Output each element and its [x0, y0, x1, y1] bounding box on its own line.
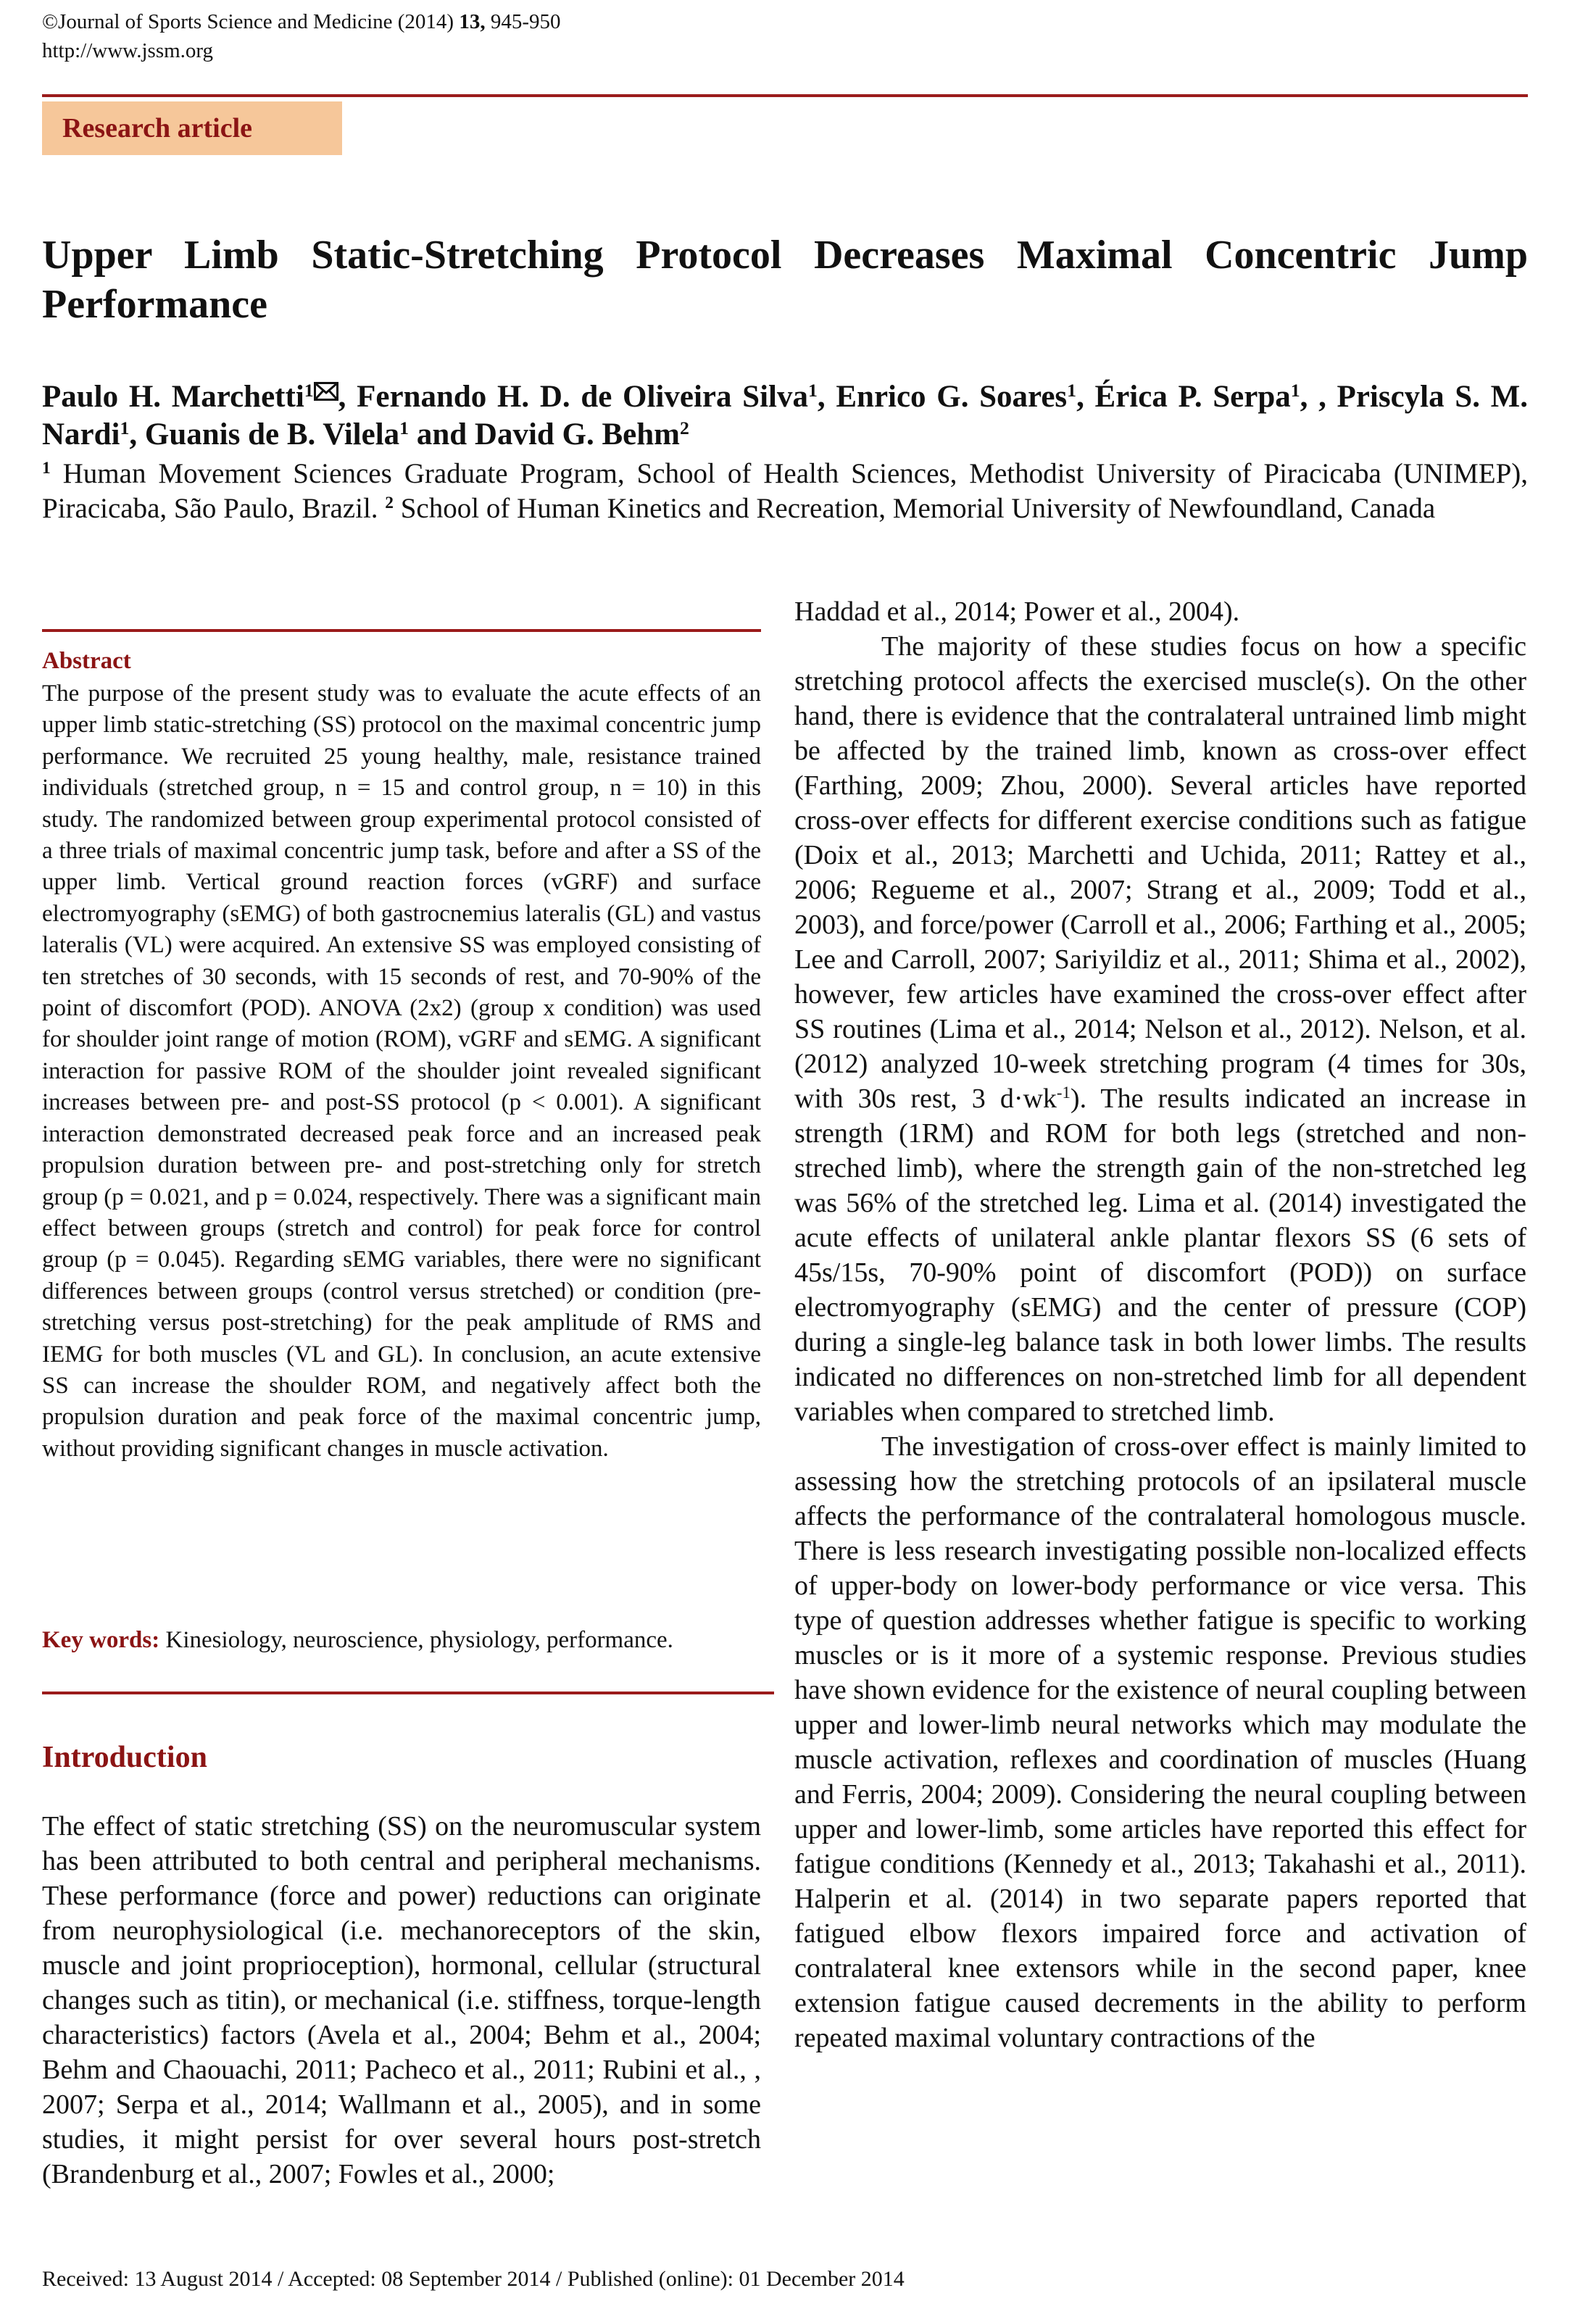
- body-paragraph-continued: Haddad et al., 2014; Power et al., 2004).: [794, 596, 1240, 627]
- introduction-body: [42, 1809, 761, 2192]
- abstract-heading: Abstract: [42, 648, 131, 674]
- body-paragraph-cross-over: The majority of these studies focus on how a specific stretching protocol affects the exercised muscle(s). On the other hand, there is evidence that the contralateral untrained limb might be affected by the trained limb, known as cross-over effect (Farthing, 2009; Zhou, 2000). Several articles have reported cross-over effects for different exercise conditions such as fatigue (Doix et al., 2013; Marchetti and Uchida, 2011; Rattey et al., 2006; Regueme et al., 2007; Strang et al., 2009; Todd et al., 2003), and force/power (Carroll et al., 2006; Farthing et al., 2005; Lee and Carroll, 2007; Sariyildiz et al., 2011; Shima et al., 2002), however, few articles have examined the cross-over effect after SS routines (Lima et al., 2014; Nelson et al., 2012). Nelson, et al. (2012) analyzed 10-week stretching program (4 times for 30s, with 30s rest, 3 $d\cdot wk^{-1}$). The results indicated an increase in strength (1RM) and ROM for both legs (stretched and non-streched limb), where the strength gain of the non-stretched leg was 56% of the stretched leg. Lima et al. (2014) investigated the acute effects of unilateral ankle plantar flexors SS (6 sets of 45s/15s, 70-90% point of discomfort (POD)) on surface electromyography (sEMG) and the center of pressure (COP) during a single-leg balance task in both lower limbs. The results indicated no differences on non-stretched limb for all dependent variables when compared to stretched limb.: [794, 631, 1526, 1427]
- journal-pages: 945-950: [490, 10, 561, 33]
- introduction-paragraph-1: The effect of static stretching (SS) on the neuromuscular system has been attributed to both central and peripheral mechanisms. These performance (force and power) reductions can originate from neurophysiological (i.e. mechanoreceptors of the skin, muscle and joint proprioception), hormonal, cellular (structural changes such as titin), or mechanical (i.e. stiffness, torque-length characteristics) factors (Avela et al., 2004; Behm et al., 2004; Behm and Chaouachi, 2011; Pacheco et al., 2011; Rubini et al., , 2007; Serpa et al., 2014; Wallmann et al., 2005), and in some studies, it might persist for over several hours post-stretch (Brandenburg et al., 2007; Fowles et al., 2000;: [42, 1811, 761, 2189]
- journal-header: [42, 7, 561, 65]
- right-column-body: [794, 594, 1526, 2055]
- article-type-badge: Research article: [42, 101, 342, 155]
- abstract-text: The purpose of the present study was to evaluate the acute effects of an upper limb static-stretching (SS) protocol on the maximal concentric jump performance. We recruited 25 young healthy, male, resistance trained individuals (stretched group, n = 15 and control group, n = 10) in this study. The randomized between group experimental protocol consisted of a three trials of maximal concentric jump task, before and after a SS of the upper limb. Vertical ground reaction forces (vGRF) and surface electromyography (sEMG) of both gastrocnemius lateralis (GL) and vastus lateralis (VL) were acquired. An extensive SS was employed consisting of ten stretches of 30 seconds, with 15 seconds of rest, and 70-90% of the point of discomfort (POD). ANOVA (2x2) (group x condition) was used for shoulder joint range of motion (ROM), vGRF and sEMG. A significant interaction for passive ROM of the shoulder joint revealed significant increases between pre- and post-SS protocol (p < 0.001). A significant interaction demonstrated decreased peak force and an increased peak propulsion duration between pre- and post-stretching only for stretch group (p = 0.021, and p = 0.024, respectively. There was a significant main effect between groups (stretch and control) for peak force for control group (p = 0.045). Regarding sEMG variables, there were no significant differences between groups (control versus stretched) or condition (pre-stretching versus post-stretching) for the peak amplitude of RMS and IEMG for both muscles (VL and GL). In conclusion, an acute extensive SS can increase the shoulder ROM, and negatively affect both the propulsion duration and peak force of the maximal concentric jump, without providing significant changes in muscle activation.: [42, 681, 761, 1462]
- journal-volume: 13,: [459, 10, 486, 33]
- author-list: Paulo H. Marchetti$^1$ , Fernando H. D. de Oliveira Silva$^1$, Enrico G. Soares$^1$, Érica P. Serpa$^1$, , Priscyla S. M. Nardi$^1$, Guanis de B. Vilela$^1$ and David G. Behm$^2$: [42, 379, 1528, 452]
- publication-dates: Received: 13 August 2014 / Accepted: 08 September 2014 / Published (online): 01 December 2014: [42, 2267, 905, 2291]
- header-rule: [42, 94, 1528, 97]
- journal-citation: ©Journal of Sports Science and Medicine (2014): [42, 10, 454, 33]
- paper-title: Upper Limb Static-Stretching Protocol Decreases Maximal Concentric Jump Performance: [42, 233, 1528, 327]
- abstract-top-rule: [42, 629, 761, 632]
- introduction-heading: Introduction: [42, 1741, 207, 1774]
- email-envelope-icon[interactable]: [314, 382, 338, 401]
- body-paragraph-neural-coupling: The investigation of cross-over effect is mainly limited to assessing how the stretching protocols of an ipsilateral muscle affects the performance of the contralateral homologous muscle. There is less research investigating possible non-localized effects of upper-body on lower-body performance or vice versa. This type of question addresses whether fatigue is specific to working muscles or is it more of a systemic response. Previous studies have shown evidence for the existence of neural coupling between upper and lower-limb neural networks which may modulate the muscle activation, reflexes and coordination of muscles (Huang and Ferris, 2004; 2009). Considering the neural coupling between upper and lower-limb, some articles have reported this effect for fatigue conditions (Kennedy et al., 2013; Takahashi et al., 2011). Halperin et al. (2014) in two separate papers reported that fatigued elbow flexors impaired force and activation of contralateral knee extensors while in the second paper, knee extension fatigue caused decrements in the ability to perform repeated maximal voluntary contractions of the: [794, 1431, 1526, 2053]
- affiliations: $^1$ Human Movement Sciences Graduate Program, School of Health Sciences, Methodist University of Piracicaba (UNIMEP), Piracicaba, São Paulo, Brazil. $^2$ School of Human Kinetics and Recreation, Memorial University of Newfoundland, Canada: [42, 458, 1528, 524]
- keywords-list: Kinesiology, neuroscience, physiology, performance.: [159, 1627, 673, 1653]
- keywords: [42, 1624, 761, 1656]
- journal-url[interactable]: http://www.jssm.org: [42, 39, 214, 62]
- abstract-bottom-rule: [42, 1692, 774, 1694]
- keywords-label: Key words:: [42, 1627, 160, 1653]
